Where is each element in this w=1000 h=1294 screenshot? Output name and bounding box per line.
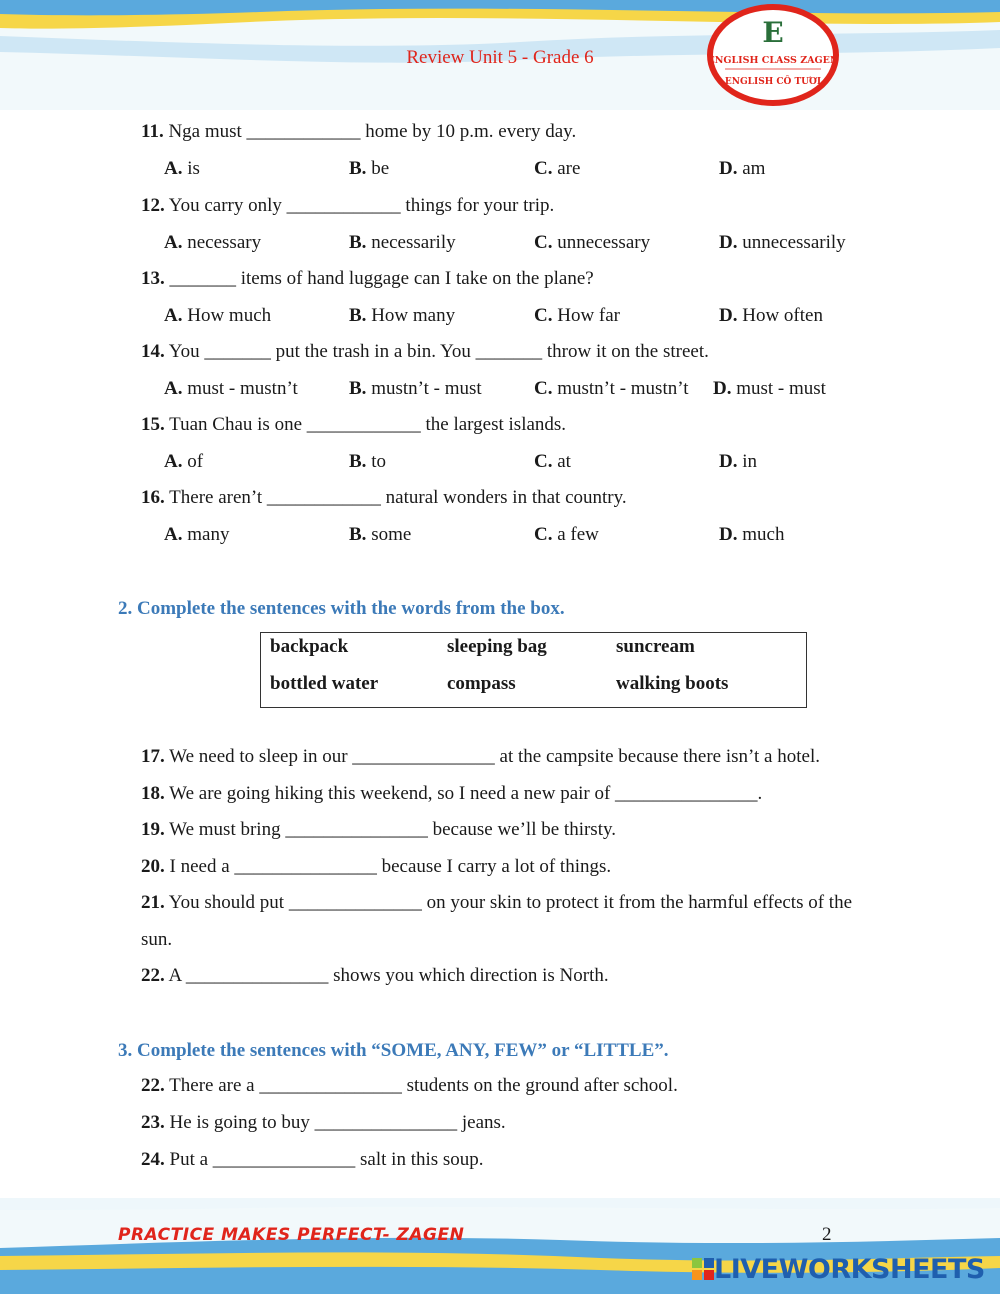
option-11-a[interactable]: A. is: [164, 158, 200, 179]
question-24[interactable]: 24. Put a _______________ salt in this soup.: [141, 1149, 484, 1170]
question-17[interactable]: 17. We need to sleep in our _______________ at the campsite because there isn’t a hotel.: [141, 746, 820, 767]
option-11-c[interactable]: C. are: [534, 158, 581, 179]
question-21-continued: sun.: [141, 929, 173, 950]
option-16-b[interactable]: B. some: [349, 524, 412, 545]
question-22-compass[interactable]: 22. A _______________ shows you which direction is North.: [141, 965, 609, 986]
word-box: [260, 632, 807, 708]
option-13-d[interactable]: D. How often: [719, 305, 823, 326]
question-20[interactable]: 20. I need a _______________ because I carry a lot of things.: [141, 856, 612, 877]
word-box-item: backpack: [270, 636, 349, 657]
option-15-b[interactable]: B. to: [349, 451, 386, 472]
option-15-d[interactable]: D. in: [719, 451, 758, 472]
option-13-b[interactable]: B. How many: [349, 305, 456, 326]
question-15: 15. Tuan Chau is one ____________ the largest islands.: [141, 414, 567, 435]
question-14: 14. You _______ put the trash in a bin. You _______ throw it on the street.: [141, 341, 709, 362]
english-class-zagen-logo: [705, 2, 841, 108]
option-12-d[interactable]: D. unnecessarily: [719, 232, 846, 253]
option-16-a[interactable]: A. many: [164, 524, 230, 545]
option-12-c[interactable]: C. unnecessary: [534, 232, 651, 253]
option-14-d[interactable]: D. must - must: [713, 378, 826, 399]
option-14-c[interactable]: C. mustn’t - mustn’t: [534, 378, 689, 399]
question-12: 12. You carry only ____________ things for your trip.: [141, 195, 555, 216]
word-box-item: compass: [447, 673, 516, 694]
option-11-b[interactable]: B. be: [349, 158, 390, 179]
question-19[interactable]: 19. We must bring _______________ because we’ll be thirsty.: [141, 819, 616, 840]
svg-text:ENGLISH CLASS ZAGEN: ENGLISH CLASS ZAGEN: [707, 55, 839, 66]
question-18[interactable]: 18. We are going hiking this weekend, so I need a new pair of _______________.: [141, 783, 763, 804]
liveworksheets-text: LIVEWORKSHEETS: [714, 1253, 985, 1285]
question-16: 16. There aren’t ____________ natural wonders in that country.: [141, 487, 627, 508]
liveworksheets-logo-icon: [692, 1258, 714, 1280]
question-13: 13. _______ items of hand luggage can I take on the plane?: [141, 268, 594, 289]
option-13-c[interactable]: C. How far: [534, 305, 621, 326]
page-number: 2: [822, 1224, 832, 1245]
option-14-a[interactable]: A. must - mustn’t: [164, 378, 298, 399]
question-21[interactable]: 21. You should put ______________ on your skin to protect it from the harmful effects of the: [141, 892, 853, 913]
option-16-c[interactable]: C. a few: [534, 524, 599, 545]
section-3-title: 3. Complete the sentences with “SOME, ANY, FEW” or “LITTLE”.: [118, 1040, 669, 1061]
question-22-quantifier[interactable]: 22. There are a _______________ students on the ground after school.: [141, 1075, 678, 1096]
option-11-d[interactable]: D. am: [719, 158, 766, 179]
word-box-item: suncream: [616, 636, 695, 657]
question-23[interactable]: 23. He is going to buy _______________ jeans.: [141, 1112, 506, 1133]
option-13-a[interactable]: A. How much: [164, 305, 272, 326]
svg-text:ENGLISH CÔ TƯƠI: ENGLISH CÔ TƯƠI: [724, 77, 822, 87]
option-15-a[interactable]: A. of: [164, 451, 204, 472]
option-12-a[interactable]: A. necessary: [164, 232, 262, 253]
svg-text:E: E: [762, 16, 784, 49]
page-title: Review Unit 5 - Grade 6: [406, 47, 594, 68]
option-15-c[interactable]: C. at: [534, 451, 571, 472]
liveworksheets-brand[interactable]: [692, 1253, 985, 1285]
word-box-item: bottled water: [270, 673, 379, 694]
option-12-b[interactable]: B. necessarily: [349, 232, 456, 253]
section-2-title: 2. Complete the sentences with the words from the box.: [118, 598, 565, 619]
footer-motto: PRACTICE MAKES PERFECT- ZAGEN: [118, 1225, 465, 1245]
question-11: 11. Nga must ____________ home by 10 p.m. every day.: [141, 121, 577, 142]
option-14-b[interactable]: B. mustn’t - must: [349, 378, 482, 399]
option-16-d[interactable]: D. much: [719, 524, 785, 545]
word-box-item: sleeping bag: [447, 636, 547, 657]
word-box-item: walking boots: [616, 673, 729, 694]
